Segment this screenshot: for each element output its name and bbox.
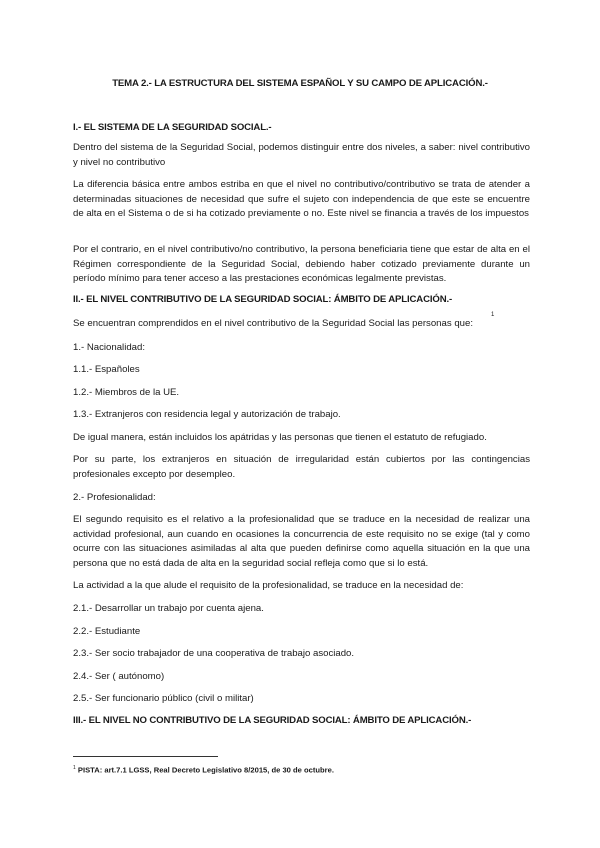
professionality-item-4: 2.4.- Ser ( autónomo) [73,671,165,682]
section-3-heading: III.- EL NIVEL NO CONTRIBUTIVO DE LA SEGURIDAD SOCIAL: ÁMBITO DE APLICACIÓN.- [73,715,472,726]
professionality-item-3: 2.3.- Ser socio trabajador de una cooperativa de trabajo asociado. [73,648,355,659]
nationality-item-2: 1.2.- Miembros de la UE. [73,387,180,398]
professionality-title: 2.- Profesionalidad: [73,492,156,503]
professionality-item-1: 2.1.- Desarrollar un trabajo por cuenta ajena. [73,603,264,614]
nationality-item-3: 1.3.- Extranjeros con residencia legal y autorización de trabajo. [73,409,341,420]
nationality-item-1: 1.1.- Españoles [73,364,140,375]
apatridas-paragraph: De igual manera, están incluidos los apátridas y las personas que tienen el estatuto de refugiado. [73,432,487,443]
footnote-text: PISTA: art.7.1 LGSS, Real Decreto Legislativo 8/2015, de 30 de octubre. [77,765,334,775]
document-title: TEMA 2.- LA ESTRUCTURA DEL SISTEMA ESPAÑOL Y SU CAMPO DE APLICACIÓN.- [112,78,488,89]
professionality-item-5: 2.5.- Ser funcionario público (civil o militar) [73,693,254,704]
footnote-number: 1 [73,765,76,771]
footnote-reference[interactable]: 1 [491,312,495,318]
professionality-item-2: 2.2.- Estudiante [73,626,141,637]
section-2-heading: II.- EL NIVEL CONTRIBUTIVO DE LA SEGURIDAD SOCIAL: ÁMBITO DE APLICACIÓN.- [73,294,453,305]
irregular-paragraph: Por su parte, los extranjeros en situación de irregularidad están cubiertos por las contingencias profesionales excepto por desempleo. [73,454,530,480]
section-2-intro: Se encuentran comprendidos en el nivel contributivo de la Seguridad Social las personas que: [73,318,473,329]
nationality-title: 1.- Nacionalidad: [73,342,145,353]
activity-paragraph: La actividad a la que alude el requisito de la profesionalidad, se traduce en la necesidad de: [73,580,464,591]
section-1-paragraph-3: Por el contrario, en el nivel contributivo/no contributivo, la persona beneficiaria tiene que estar de alta en el Régimen correspondiente de la Seguridad Social, debiendo haber cotizado previamente durante un período mínimo para tener acceso a las prestaciones económicas legalmente previstas. [73,244,530,285]
professionality-paragraph: El segundo requisito es el relativo a la profesionalidad que se traduce en la necesidad de realizar una actividad profesional, aun cuando en ocasiones la concurrencia de este requisito no se exige (tal y como ocurre con las situaciones asimiladas al alta que pueden definirse como aquella situación en la que una persona que no está dada de alta en la seguridad social refleja como que si lo está. [73,514,530,569]
footnote [73,765,334,775]
footnote-divider [73,756,218,757]
section-1-paragraph-2: La diferencia básica entre ambos estriba en que el nivel no contributivo/contributivo se trata de atender a determinadas situaciones de necesidad que sufre el sujeto con independencia de que este se encuentre de alta en el Sistema o de si ha cotizado previamente o no. Este nivel se financia a través de los impuestos [73,179,530,220]
section-1-heading: I.- EL SISTEMA DE LA SEGURIDAD SOCIAL.- [73,122,272,133]
section-1-paragraph-1: Dentro del sistema de la Seguridad Social, podemos distinguir entre dos niveles, a saber: nivel contributivo y nivel no contributivo [73,142,530,168]
